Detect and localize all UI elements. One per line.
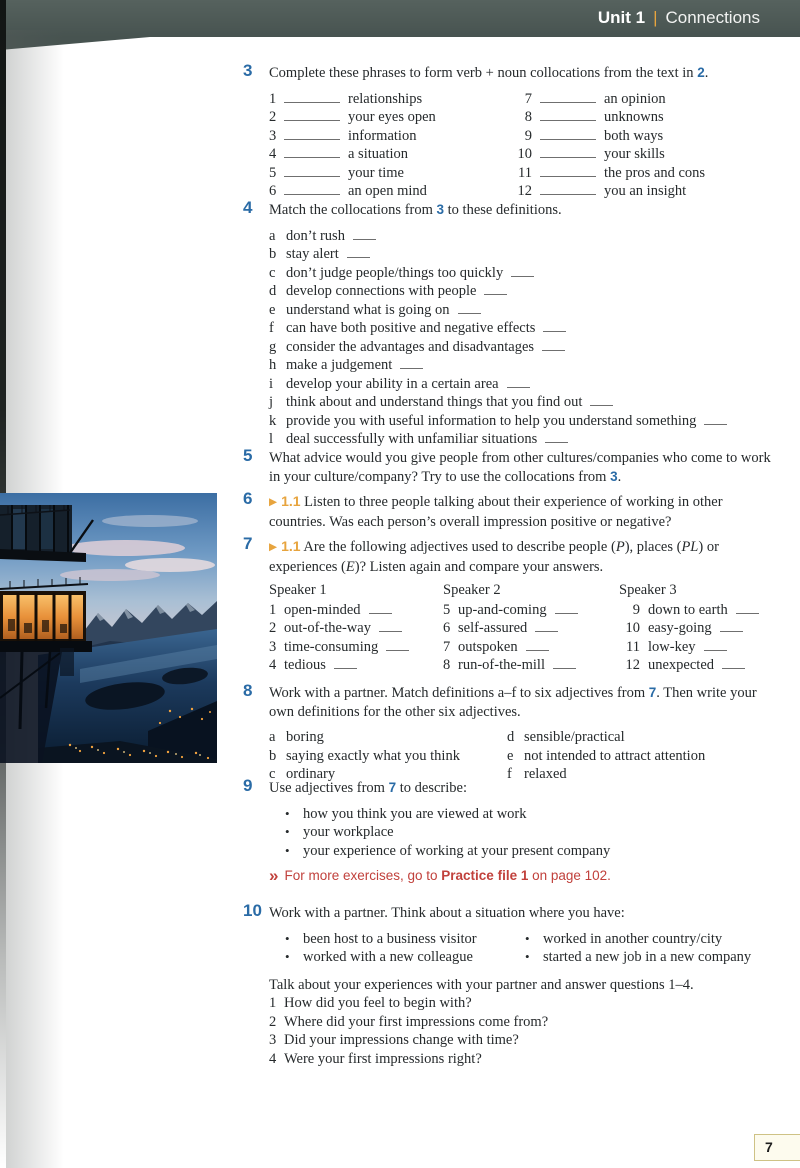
exercise-ref-3: 3 <box>436 202 445 217</box>
adjective-item: 10 easy-going <box>619 619 777 638</box>
speakers-table <box>241 581 777 675</box>
exercise-5-instruction: What advice would you give people from other cultures/companies who come to work in your culture/company? Try to use the collocations from <box>269 450 771 485</box>
definition-item: f relaxed <box>507 766 567 782</box>
answer-blank <box>720 620 743 632</box>
bullet-icon: • <box>285 805 290 821</box>
audio-play-icon: ▶ <box>269 497 278 508</box>
exercise-9-instruction: Use adjectives from <box>269 780 389 796</box>
answer-blank <box>545 431 568 443</box>
answer-blank <box>284 183 340 195</box>
collocation-list-left <box>269 90 511 201</box>
answer-blank <box>353 228 376 240</box>
question-item: 3 Did your impressions change with time? <box>269 1032 519 1048</box>
definition-item: k provide you with useful information to help you understand something <box>269 412 777 431</box>
audio-play-icon: ▶ <box>269 542 278 553</box>
definition-item: c ordinary <box>269 766 336 782</box>
answer-blank <box>284 128 340 140</box>
definition-item: a don’t rush <box>269 227 777 246</box>
definition-item: e understand what is going on <box>269 301 777 320</box>
adjective-item: 11 low-key <box>619 638 777 657</box>
collocation-item: 5 your time <box>269 164 404 181</box>
definition-item: a boring <box>269 729 324 745</box>
answer-blank <box>284 109 340 121</box>
answer-blank <box>540 128 596 140</box>
answer-blank <box>386 639 409 651</box>
speaker-3-header: Speaker 3 <box>619 582 677 598</box>
definition-item: h make a judgement <box>269 356 777 375</box>
definition-item: e not intended to attract attention <box>507 747 706 764</box>
exercise-3-instruction: Complete these phrases to form verb + noun collocations from the text in <box>269 65 698 81</box>
bullet-icon: • <box>285 930 290 946</box>
collocation-item: 12 you an insight <box>517 183 687 199</box>
answer-blank <box>526 639 549 651</box>
answer-blank <box>542 339 565 351</box>
definition-item: b stay alert <box>269 245 777 264</box>
question-item: 2 Where did your first impressions come from? <box>269 1013 549 1030</box>
exercise-10 <box>241 901 777 1068</box>
exercise-ref-7: 7 <box>388 780 397 795</box>
definition-item: i develop your ability in a certain area <box>269 375 777 394</box>
question-item: 4 Were your first impressions right? <box>269 1050 482 1067</box>
header-divider: | <box>653 8 658 27</box>
bullet-icon: • <box>285 824 290 839</box>
exercise-5-number: 5 <box>243 446 253 465</box>
double-chevron-icon: » <box>269 866 278 885</box>
practice-file-note: » For more exercises, go to Practice file 1 on page 102. <box>269 866 611 885</box>
bullet-item: • started a new job in a new company <box>525 949 752 965</box>
exercise-4-number: 4 <box>243 198 253 217</box>
exercise-ref-2: 2 <box>697 65 705 80</box>
exercise-6-instruction: Listen to three people talking about their experience of working in other countries. Was each person’s overall impression positive or negative? <box>269 494 723 530</box>
question-item: 1 How did you feel to begin with? <box>269 995 472 1011</box>
bullet-item: • how you think you are viewed at work <box>285 805 527 822</box>
exercise-8-number: 8 <box>243 681 253 700</box>
speaker-2-column <box>443 581 619 675</box>
lakeside-photo <box>0 493 217 763</box>
practice-file-link: Practice file 1 <box>441 868 529 883</box>
question-list <box>269 994 777 1068</box>
adjective-item: 12 unexpected <box>619 656 777 675</box>
collocation-item: 7 an opinion <box>524 90 666 107</box>
definitions-right <box>507 728 777 784</box>
answer-blank <box>540 183 596 195</box>
describe-list <box>285 805 777 861</box>
bullet-item: • been host to a business visitor <box>285 930 477 947</box>
definition-item: j think about and understand things that you find out <box>269 393 777 412</box>
adjective-item: 7 outspoken <box>443 638 619 657</box>
speaker-3-column <box>619 581 777 675</box>
unit-header <box>598 8 760 28</box>
bullet-item: • worked with a new colleague <box>285 949 473 965</box>
answer-blank <box>704 413 727 425</box>
answer-blank <box>400 357 423 369</box>
answer-blank <box>555 602 578 614</box>
answer-blank <box>540 91 596 103</box>
answer-blank <box>347 246 370 258</box>
answer-blank <box>535 620 558 632</box>
exercise-10-instruction: Work with a partner. Think about a situation where you have: <box>269 905 625 921</box>
exercise-4: 4 Match the collocations from 3 to these definitions. a don’t rush b stay alert c don’t judge people/things too quickly d develop connections with people e understand what is going on f can have both positive and negative effects g consider the advantages and disadvantages h make a judgement i develop your ability in a certain area j think about and understand things that you find out k provide you with useful information to help you understand something l deal successfully with unfamiliar situations <box>241 201 777 449</box>
answer-blank <box>484 283 507 295</box>
answer-blank <box>284 91 340 103</box>
answer-blank <box>540 165 596 177</box>
definitions-left <box>269 728 507 784</box>
bullet-item: • worked in another country/city <box>525 930 723 947</box>
answer-blank <box>590 394 613 406</box>
collocation-item: 9 both ways <box>524 127 664 144</box>
exercise-ref-3: 3 <box>610 468 618 484</box>
definition-item: d sensible/practical <box>507 729 625 745</box>
exercise-8: 8 Work with a partner. Match definitions a–f to six adjectives from 7. Then write your own definitions for the other six adjectives. a boring b saying exactly what you think c ordinary d sensible/practical e not intended to attract attention f relaxed <box>241 684 777 784</box>
exercise-3: 3 Complete these phrases to form verb + noun collocations from the text in 2. 1 relationships 2 your eyes open 3 information 4 a situation 5 your time 6 an open mind 7 an opinion 8 unknowns 9 both ways 10 your skills 11 the pros and cons 12 you an insight <box>241 64 777 201</box>
exercise-3-number: 3 <box>243 61 253 80</box>
definition-item: l deal successfully with unfamiliar situations <box>269 430 777 449</box>
collocation-item: 10 your skills <box>517 146 665 162</box>
definition-item: b saying exactly what you think <box>269 747 460 764</box>
adjective-item: 2 out-of-the-way <box>269 619 443 638</box>
adjective-item: 4 tedious <box>269 656 443 675</box>
speaker-1-column <box>269 581 443 675</box>
exercise-8-instruction: Work with a partner. Match definitions a–f to six adjectives from <box>269 685 649 701</box>
collocation-item: 1 relationships <box>269 90 423 107</box>
answer-blank <box>540 109 596 121</box>
exercise-4-instruction: Match the collocations from <box>269 202 437 218</box>
bullet-item: • your workplace <box>285 824 394 840</box>
page-number-box <box>754 1134 800 1161</box>
exercise-9-number: 9 <box>243 776 253 795</box>
followup-instruction: Talk about your experiences with your partner and answer questions 1–4. <box>269 976 694 993</box>
adjective-item: 9 down to earth <box>619 601 777 620</box>
exercise-7 <box>241 534 777 576</box>
answer-blank <box>369 602 392 614</box>
answer-blank <box>379 620 402 632</box>
unit-label: Unit 1 <box>597 8 646 27</box>
unit-title: Connections <box>665 8 760 27</box>
adjective-item: 8 run-of-the-mill <box>443 656 619 675</box>
answer-blank <box>458 302 481 314</box>
situations-left <box>285 930 525 967</box>
collocation-item: 2 your eyes open <box>269 109 436 125</box>
situations-right <box>525 930 777 967</box>
collocation-item: 6 an open mind <box>269 183 427 199</box>
answer-blank <box>334 657 357 669</box>
answer-blank <box>543 320 566 332</box>
bullet-icon: • <box>285 842 290 858</box>
exercise-7-instruction: ▶ 1.1 Are the following adjectives used to describe people (P), places (PL) or experiences (E)? Listen again and compare your answers. <box>269 538 719 575</box>
definition-item: f can have both positive and negative effects <box>269 319 777 338</box>
collocation-item: 3 information <box>269 127 417 144</box>
answer-blank <box>284 165 340 177</box>
collocation-item: 4 a situation <box>269 146 409 162</box>
speaker-2-header: Speaker 2 <box>443 582 501 598</box>
collocation-list-right <box>511 90 777 201</box>
adjective-item: 1 open-minded <box>269 601 443 620</box>
exercise-6-number: 6 <box>243 489 253 508</box>
exercise-ref-7: 7 <box>648 685 657 700</box>
speaker-1-header: Speaker 1 <box>269 582 327 598</box>
answer-blank <box>736 602 759 614</box>
answer-blank <box>704 639 727 651</box>
answer-blank <box>540 146 596 158</box>
collocation-item: 11 the pros and cons <box>518 164 706 181</box>
definition-item: c don’t judge people/things too quickly <box>269 264 777 283</box>
adjective-item: 6 self-assured <box>443 619 619 638</box>
exercise-5: 5 What advice would you give people from other cultures/companies who come to work in your culture/company? Try to use the collocations from 3. <box>243 446 771 485</box>
answer-blank <box>722 657 745 669</box>
definition-list <box>269 227 777 449</box>
audio-track-label: 1.1 <box>281 538 301 554</box>
bullet-icon: • <box>525 949 530 964</box>
answer-blank <box>284 146 340 158</box>
definition-item: g consider the advantages and disadvantages <box>269 338 777 357</box>
adjective-item: 5 up-and-coming <box>443 601 619 620</box>
exercise-6 <box>241 489 777 531</box>
exercise-7-number: 7 <box>243 534 253 553</box>
answer-blank <box>507 376 530 388</box>
collocation-item: 8 unknowns <box>524 109 664 125</box>
bullet-item: • your experience of working at your present company <box>285 842 611 859</box>
adjective-item: 3 time-consuming <box>269 638 443 657</box>
answer-blank <box>553 657 576 669</box>
audio-track-label: 1.1 <box>281 493 301 509</box>
exercise-9: 9 Use adjectives from 7 to describe: • how you think you are viewed at work • your workplace • your experience of working at your present company <box>241 779 777 860</box>
bullet-icon: • <box>285 949 290 964</box>
page-number: 7 <box>765 1139 773 1155</box>
exercise-10-number: 10 <box>243 901 262 920</box>
answer-blank <box>511 265 534 277</box>
definition-item: d develop connections with people <box>269 282 777 301</box>
bullet-icon: • <box>525 930 530 946</box>
